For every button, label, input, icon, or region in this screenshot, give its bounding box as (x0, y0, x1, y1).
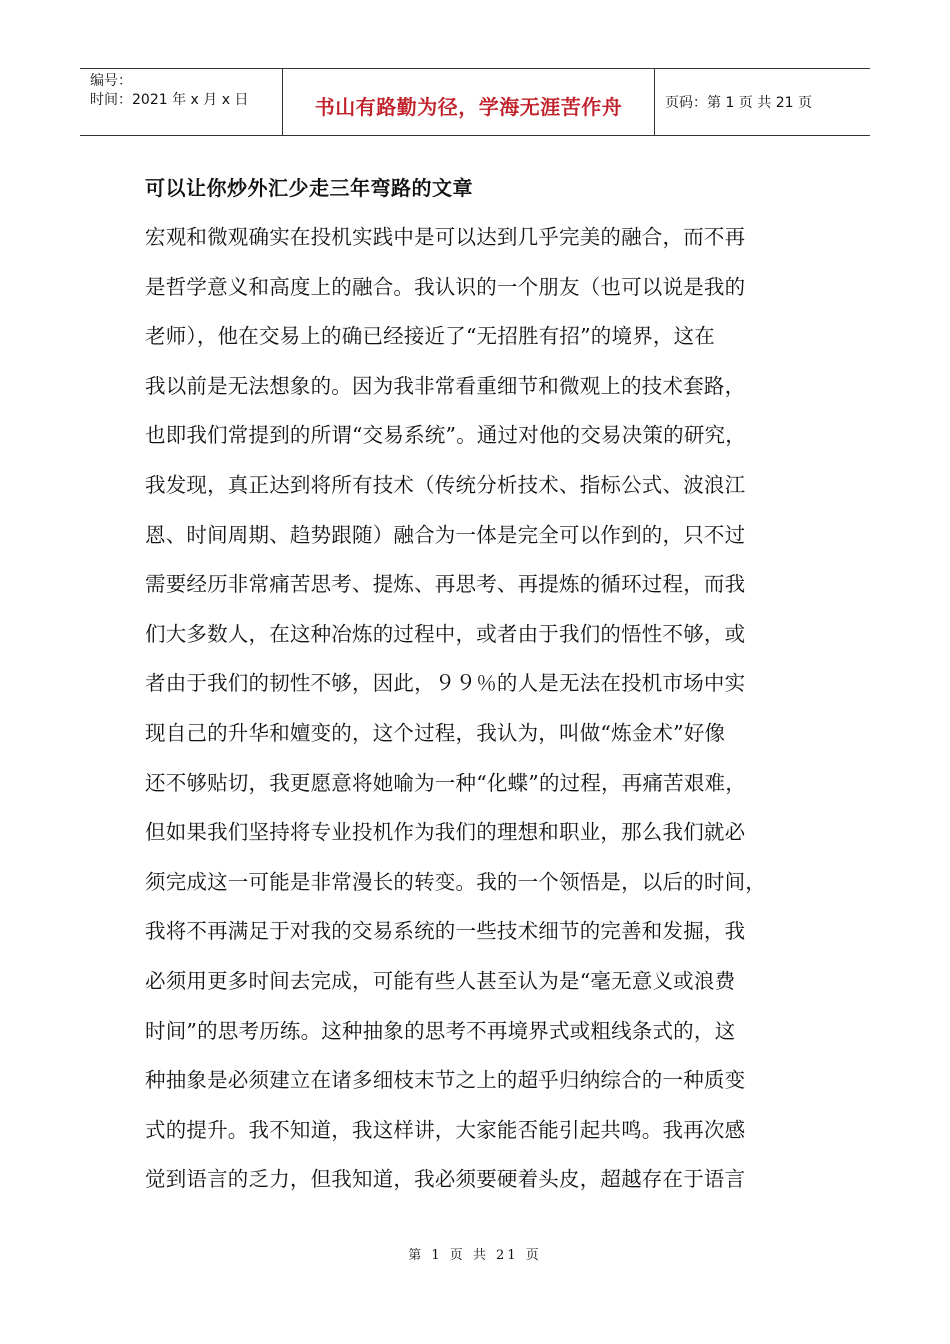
body-line: 老师），他在交易上的确已经接近了“无招胜有招”的境界，这在 (145, 324, 716, 349)
header-motto: 书山有路勤为径，学海无涯苦作舟 (314, 94, 623, 119)
body-line: 觉到语言的乏力，但我知道，我必须要硬着头皮，超越存在于语言 (145, 1167, 746, 1192)
document-body (145, 213, 825, 1205)
body-line: 我发现，真正达到将所有技术（传统分析技术、指标公式、波浪江 (145, 472, 746, 497)
body-line: 种抽象是必须建立在诸多细枝末节之上的超乎归纳综合的一种质变 (145, 1068, 746, 1093)
body-line: 需要经历非常痛苦思考、提炼、再思考、再提炼的循环过程，而我 (145, 572, 746, 597)
body-line: 必须用更多时间去完成，可能有些人甚至认为是“毫无意义或浪费 (145, 968, 736, 993)
body-line: 宏观和微观确实在投机实践中是可以达到几乎完美的融合，而不再 (145, 225, 746, 249)
document-date-label: 时间：2021 年 x 月 x 日 (90, 92, 249, 108)
body-line: 者由于我们的韧性不够，因此，９９％的人是无法在投机市场中实 (145, 671, 746, 696)
header-table (80, 68, 870, 136)
body-line: 但如果我们坚持将专业投机作为我们的理想和职业，那么我们就必 (145, 820, 746, 845)
body-line: 我将不再满足于对我的交易系统的一些技术细节的完善和发掘，我 (145, 919, 746, 944)
body-line: 也即我们常提到的所谓“交易系统”。通过对他的交易决策的研究， (145, 423, 746, 448)
body-line: 们大多数人，在这种冶炼的过程中，或者由于我们的悟性不够，或 (145, 621, 746, 646)
page-footer: 第 1 页 共 21 页 (408, 1248, 542, 1263)
document-number-label: 编号： (90, 73, 132, 89)
body-line: 式的提升。我不知道，我这样讲，大家能否能引起共鸣。我再次感 (145, 1117, 746, 1142)
header-page-info: 页码：第 1 页 共 21 页 (665, 95, 812, 111)
body-line: 须完成这一可能是非常漫长的转变。我的一个领悟是，以后的时间， (145, 869, 766, 894)
body-line: 现自己的升华和嬗变的，这个过程，我认为，叫做“炼金术”好像 (145, 720, 726, 745)
header-meta-cell (80, 69, 283, 135)
body-line: 还不够贴切，我更愿意将她喻为一种“化蝶”的过程，再痛苦艰难， (145, 770, 746, 795)
body-line: 我以前是无法想象的。因为我非常看重细节和微观上的技术套路， (145, 373, 746, 398)
body-line: 是哲学意义和高度上的融合。我认识的一个朋友（也可以说是我的 (145, 274, 746, 299)
header-page-cell (655, 69, 870, 135)
body-line: 时间”的思考历练。这种抽象的思考不再境界式或粗线条式的，这 (145, 1018, 736, 1043)
document-title: 可以让你炒外汇少走三年弯路的文章 (145, 176, 473, 200)
body-line: 恩、时间周期、趋势跟随）融合为一体是完全可以作到的，只不过 (145, 522, 746, 547)
header-motto-cell (283, 69, 655, 135)
